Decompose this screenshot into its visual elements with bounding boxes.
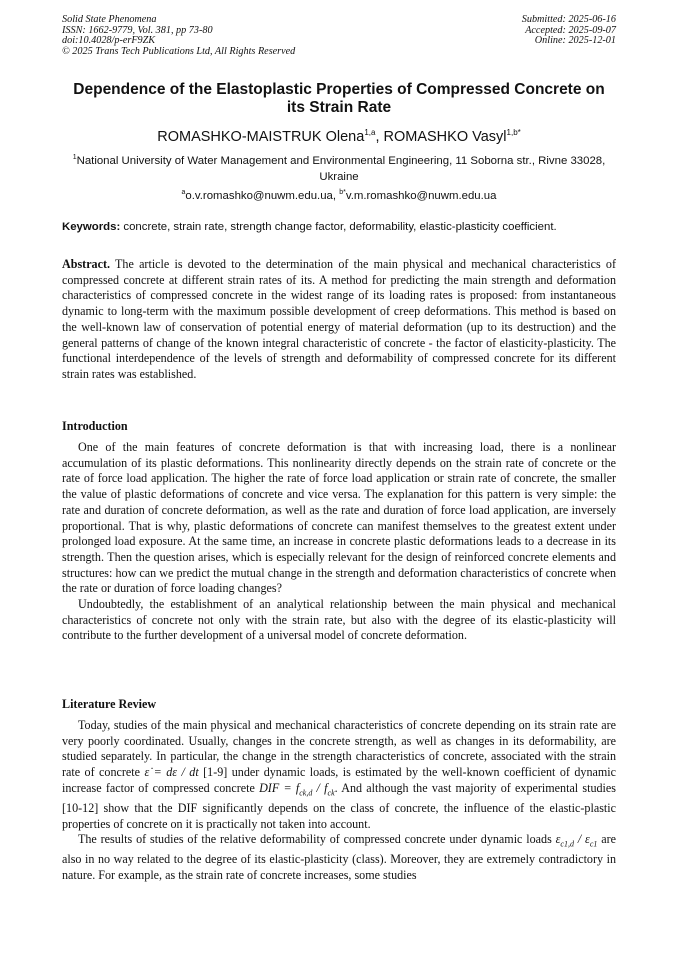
online-date: Online: 2025-12-01 bbox=[534, 35, 616, 46]
emails: $^a$o.v.romashko@nuwm.edu.ua, $^{b*}$v.m.romashko@nuwm.edu.ua bbox=[181, 189, 497, 202]
literature-review-body bbox=[62, 718, 616, 884]
literature-review-heading: Literature Review bbox=[62, 697, 157, 711]
dates-info bbox=[522, 15, 616, 47]
email-b[interactable]: v.m.romashko@nuwm.edu.ua bbox=[345, 190, 497, 202]
doi[interactable]: doi:10.4028/p-erF9ZK bbox=[62, 35, 156, 46]
keywords bbox=[62, 220, 622, 235]
submitted-date: Submitted: 2025-06-16 bbox=[521, 14, 616, 25]
abstract bbox=[62, 257, 616, 383]
email-a[interactable]: o.v.romashko@nuwm.edu.ua, bbox=[185, 190, 340, 202]
affiliation: $^1$National University of Water Management and Environmental Engineering, 11 Soborna str., Rivne 33028, Ukraine bbox=[72, 154, 606, 183]
author-2: ROMASHKO Vasyl bbox=[383, 129, 507, 145]
paper-title: Dependence of the Elastoplastic Properties of Compressed Concrete on its Strain Rate bbox=[73, 81, 605, 116]
abstract-label: Abstract. bbox=[62, 257, 111, 271]
keywords-list: concrete, strain rate, strength change factor, deformability, elastic-plasticity coefficient. bbox=[120, 221, 557, 233]
author-1: ROMASHKO-MAISTRUK Olena bbox=[157, 129, 365, 145]
paragraph: The results of studies of the relative deformability of compressed concrete under dynamic loads $\varepsilon_{c1,d} / \varepsilon_{c1}$ are also in no way related to the degree of its elastic-plasticity (class). Moreover, they are extremely contradictory in nature. For example, as the strain rate of concrete increases, some studies bbox=[62, 832, 616, 883]
journal-info bbox=[62, 15, 295, 57]
abstract-text: The article is devoted to the determination of the main physical and mechanical characteristics of compressed concrete at different strain rates of its. A method for predicting the main strength and deformation characteristics of compressed concrete in the widest range of its loading rates is proposed: from instantaneous dynamic to long-term with the maximum possible development of creep deformations. This method is based on the well-known law of conservation of potential energy of material deformation (up to its destruction) and the general patterns of change of the known integral characteristic of concrete - the factor of elasticity-plasticity. The functional interdependence of the levels of strength and deformability of compressed concrete for its different strain rates was established. bbox=[62, 257, 616, 381]
strain-ratio-equation: $\varepsilon_{c1,d} / \varepsilon_{c1}$ bbox=[555, 832, 598, 849]
keywords-label: Keywords: bbox=[62, 221, 121, 233]
dif-equation: DIF = $f_{ck,d} / f_{ck}$ bbox=[259, 780, 335, 798]
paragraph: One of the main features of concrete deformation is that with increasing load, there is a nonlinear accumulation of its plastic deformations. This nonlinearity directly depends on the strain rate of concrete or the rate of force load application. The higher the rate of force load application or strain rate of concrete, the smaller the value of plastic deformations of concrete and vice versa. The explanation for this pattern is very simple: the rate and duration of concrete deformation, as well as the rate and duration of force load application, are inversely proportional. That is why, plastic deformations of concrete can manifest themselves to the greatest extent under prolonged load exposure. At the same time, an increase in concrete plastic deformations leads to a decrease in its strength. Then the question arises, which is especially relevant for the design of reinforced concrete elements and structures: how can we predict the mutual change in the strength and deformation characteristics of concrete when the rate or duration of force loading changes? bbox=[62, 440, 616, 596]
accepted-date: Accepted: 2025-09-07 bbox=[525, 24, 616, 36]
journal-issn: ISSN: 1662-9779, Vol. 381, pp 73-80 bbox=[62, 24, 213, 36]
introduction-body bbox=[62, 440, 616, 644]
paragraph: Undoubtedly, the establishment of an analytical relationship between the main physical and mechanical characteristics of concrete not only with the strain rate, but also with the degree of its elastic-plasticity will contribute to the further development of a universal model of concrete deformation. bbox=[62, 597, 616, 643]
copyright: © 2025 Trans Tech Publications Ltd, All Rights Reserved bbox=[62, 45, 296, 57]
authors: ROMASHKO-MAISTRUK Olena$^{1,a}$, ROMASHKO Vasyl$^{1,b*}$ bbox=[157, 128, 521, 145]
strain-rate-equation: ε̇ = dε / dt bbox=[144, 765, 199, 780]
journal-name: Solid State Phenomena bbox=[62, 14, 157, 25]
paragraph: Today, studies of the main physical and mechanical characteristics of concrete depending on its strain rate are very poorly coordinated. Usually, changes in the concrete strength, as well as changes in its deformability, are studied separately. In particular, the change in the strength characteristics of concrete, associated with the strain rate of concrete ε̇ = dε / dt [1-9] under dynamic loads, is estimated by the well-known coefficient of dynamic increase factor of compressed concrete DIF = $f_{ck,d} / f_{ck}$. And although the vast majority of experimental studies [10-12] show that the DIF significantly depends on the class of concrete, the influence of the elastic-plastic properties of concrete on it is practically not taken into account. bbox=[62, 718, 616, 831]
introduction-heading: Introduction bbox=[62, 419, 128, 433]
